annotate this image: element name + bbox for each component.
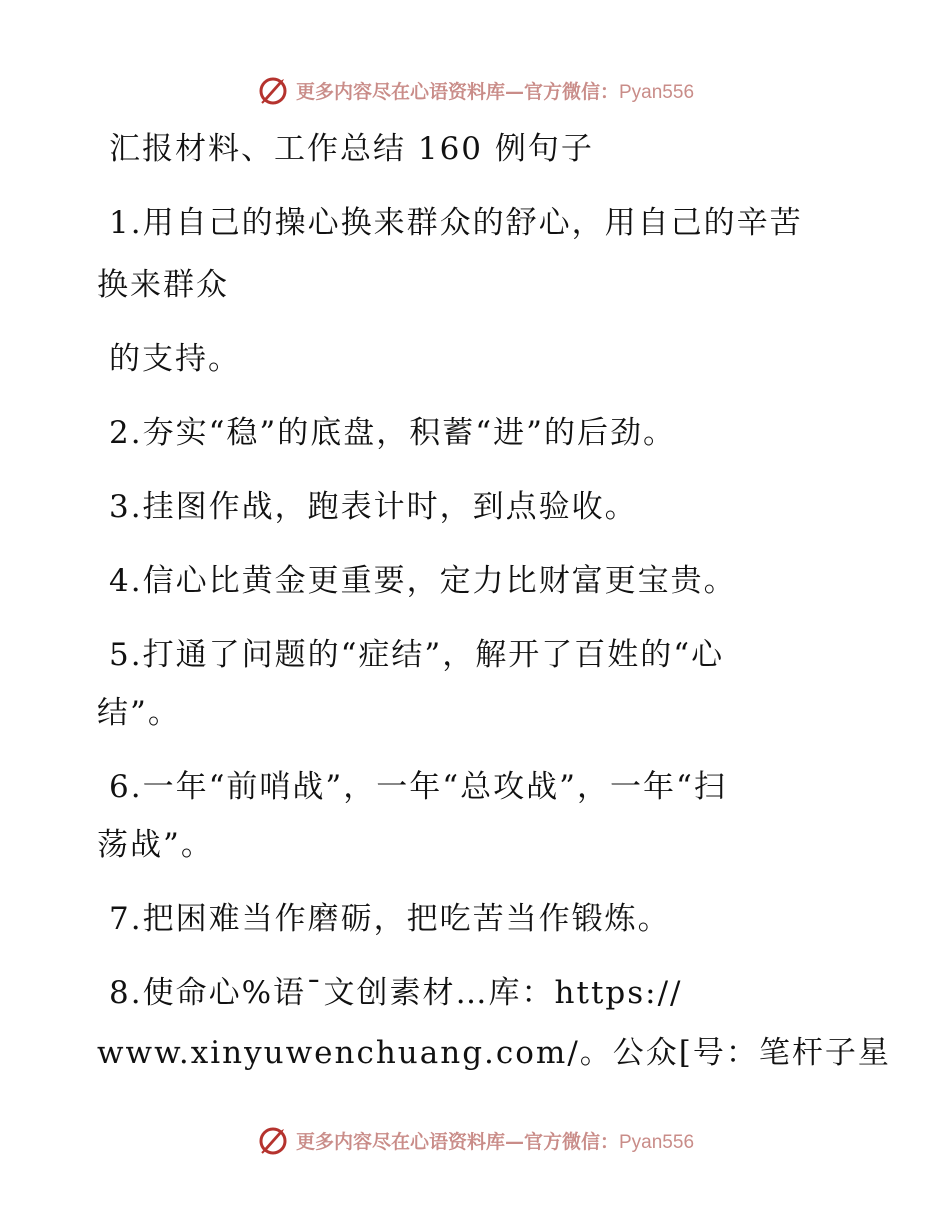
document-title: 汇报材料、工作总结 160 例句子 — [109, 131, 594, 167]
footer-banner — [0, 1120, 950, 1160]
doc-line-11: 7.把困难当作磨砺，把吃苦当作锻炼。 — [109, 901, 671, 937]
doc-line-10: 荡战”。 — [97, 827, 214, 863]
doc-line-1: 1.用自己的操心换来群众的舒心，用自己的辛苦 — [109, 205, 803, 241]
footer-banner-label: 更多内容尽在心语资料库—官方微信： — [295, 1130, 619, 1153]
doc-line-6: 4.信心比黄金更重要，定力比财富更宝贵。 — [109, 563, 737, 599]
quill-pen-logo-icon — [256, 1123, 290, 1157]
doc-line-3: 的支持。 — [109, 341, 241, 377]
document-body — [97, 118, 891, 1084]
doc-line-2: 换来群众 — [97, 267, 229, 303]
doc-line-5: 3.挂图作战，跑表计时，到点验收。 — [109, 489, 638, 525]
doc-line-13: www.xinyuwenchuang.com/。公众[号：笔杆子星 — [97, 1035, 891, 1071]
header-wechat-id: Pyan556 — [619, 81, 695, 103]
header-banner-label: 更多内容尽在心语资料库—官方微信： — [295, 80, 619, 103]
header-banner-text — [296, 77, 694, 104]
doc-line-7: 5.打通了问题的“症结”，解开了百姓的“心 — [109, 637, 725, 673]
doc-line-4: 2.夯实“稳”的底盘，积蓄“进”的后劲。 — [109, 415, 676, 451]
footer-banner-text — [296, 1127, 694, 1154]
doc-line-12: 8.使命心%语¯文创素材…库：https:// — [109, 975, 683, 1011]
doc-line-9: 6.一年“前哨战”，一年“总攻战”，一年“扫 — [109, 769, 727, 805]
footer-wechat-id: Pyan556 — [619, 1131, 695, 1153]
doc-line-8: 结”。 — [97, 695, 181, 731]
header-banner — [0, 70, 950, 110]
quill-pen-logo-icon — [256, 73, 290, 107]
